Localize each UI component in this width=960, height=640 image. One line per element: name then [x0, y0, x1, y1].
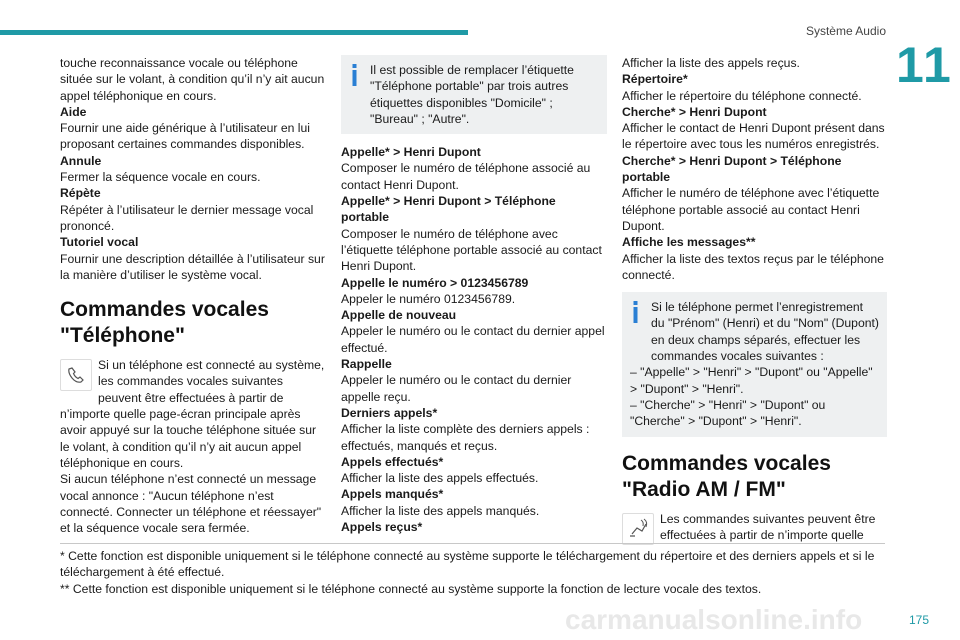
intro-text: touche reconnaissance vocale ou téléphone située sur le volant, à condition qu’il n’y ait aucun appel téléphonique en cours. [60, 56, 325, 103]
info-text: Si le téléphone permet l’enregistrement du "Prénom" (Henri) et du "Nom" (Dupont) en deux champs séparés, effectuer les commandes vocales suivantes : [651, 300, 879, 364]
command-title: Appelle le numéro > 0123456789 [341, 275, 529, 290]
radio-intro [622, 511, 887, 544]
command-desc: Appeler le numéro 0123456789. [341, 291, 516, 306]
command-desc: Afficher la liste complète des derniers appels : effectués, manqués et reçus. [341, 422, 590, 453]
command-desc: Composer le numéro de téléphone avec l’étiquette téléphone portable associé au contact Henri Dupont. [341, 226, 602, 274]
command-desc: Fermer la séquence vocale en cours. [60, 170, 261, 185]
section-heading-telephone: Commandes vocales "Téléphone" [60, 298, 269, 348]
command-title: Appelle* > Henri Dupont > Téléphone portable [341, 194, 556, 225]
info-text: Il est possible de remplacer l’étiquette "Téléphone portable" par trois autres étiquettes disponibles "Domicile" ; "Bureau" ; "Autre". [370, 63, 574, 126]
command-title: Tutoriel vocal [60, 235, 139, 250]
command-desc: Afficher la liste des appels reçus. [622, 56, 800, 70]
footnote: * Cette fonction est disponible uniquement si le téléphone connecté au système supporte le téléchargement du répertoire et des derniers appels et si le téléchargement à été effectué. [60, 549, 875, 580]
watermark: carmanualsonline.info [565, 604, 863, 635]
phone-handset-icon [60, 359, 92, 391]
column-2 [341, 55, 607, 535]
paragraph: Les commandes suivantes peuvent être effectuées à partir de n’importe quelle [660, 511, 876, 542]
command-title: Répète [60, 186, 101, 201]
voice-command-icon [622, 513, 654, 545]
command-desc: Fournir une description détaillée à l’utilisateur sur la manière d’utiliser le système vocal. [60, 251, 325, 282]
footnotes [60, 548, 885, 597]
info-icon [350, 64, 359, 86]
command-desc: Composer le numéro de téléphone associé au contact Henri Dupont. [341, 161, 591, 192]
info-icon [631, 301, 640, 323]
section-heading-radio: Commandes vocales "Radio AM / FM" [622, 451, 831, 501]
command-title: Appels reçus* [341, 520, 423, 535]
command-desc: Afficher la liste des textos reçus par le téléphone connecté. [622, 251, 884, 282]
command-title: Appelle* > Henri Dupont [341, 145, 481, 160]
command-title: Affiche les messages** [622, 235, 756, 250]
command-title: Appels manqués* [341, 487, 444, 502]
paragraph: Si aucun téléphone n’est connecté un message vocal annonce : "Aucun téléphone n’est connecté. Connecter un téléphone et réessayer" et la séquence vocale sera fermée. [60, 472, 322, 536]
command-title: Rappelle [341, 357, 392, 372]
column-3 [622, 55, 887, 547]
info-text: – "Cherche" > "Henri" > "Dupont" ou "Cherche" > "Dupont" > "Henri". [630, 397, 826, 429]
info-text: – "Appelle" > "Henri" > "Dupont" ou "Appelle" > "Dupont" > "Henri". [630, 365, 873, 396]
command-desc: Répéter à l’utilisateur le dernier message vocal prononcé. [60, 202, 314, 233]
command-desc: Afficher la liste des appels manqués. [341, 503, 540, 518]
command-title: Aide [60, 104, 87, 119]
section-title: Système Audio [805, 24, 886, 38]
command-desc: Afficher la liste des appels effectués. [341, 471, 539, 486]
command-title: Cherche* > Henri Dupont > Téléphone portable [622, 153, 842, 185]
command-desc: Afficher le répertoire du téléphone connecté. [622, 88, 862, 103]
command-desc: Appeler le numéro ou le contact du dernier appelle reçu. [341, 373, 572, 404]
info-box [622, 292, 887, 436]
command-title: Derniers appels* [341, 405, 438, 420]
command-title: Répertoire* [622, 72, 688, 87]
column-1 [60, 55, 325, 536]
telephone-intro [60, 357, 325, 536]
command-desc: Afficher le contact de Henri Dupont présent dans le répertoire avec tous les numéros enregistrés. [622, 121, 885, 152]
chapter-number: 11 [896, 37, 953, 93]
page-number: 175 [908, 613, 929, 627]
footnote-divider [60, 543, 885, 544]
info-box [341, 55, 607, 134]
header-accent-bar [0, 30, 468, 35]
command-desc: Fournir une aide générique à l’utilisateur en lui proposant certaines commandes disponibles. [60, 121, 310, 152]
command-desc: Appeler le numéro ou le contact du dernier appel effectué. [341, 324, 605, 355]
footnote: ** Cette fonction est disponible uniquement si le téléphone connecté au système supporte la fonction de lecture vocale des textos. [60, 581, 762, 596]
command-title: Appels effectués* [341, 454, 444, 469]
command-title: Annule [60, 153, 102, 168]
command-title: Cherche* > Henri Dupont [622, 104, 767, 119]
paragraph: Si un téléphone est connecté au système, les commandes vocales suivantes peuvent être effectuées à partir de n’importe quelle page-écran principale après avoir appuyé sur la touche téléphone située sur le volant, à condition qu’il n’y ait aucun appel téléphonique en cours. [60, 358, 325, 470]
command-title: Appelle de nouveau [341, 308, 457, 323]
command-desc: Afficher le numéro de téléphone avec l’étiquette téléphone portable associé au contact Henri Dupont. [622, 186, 880, 233]
